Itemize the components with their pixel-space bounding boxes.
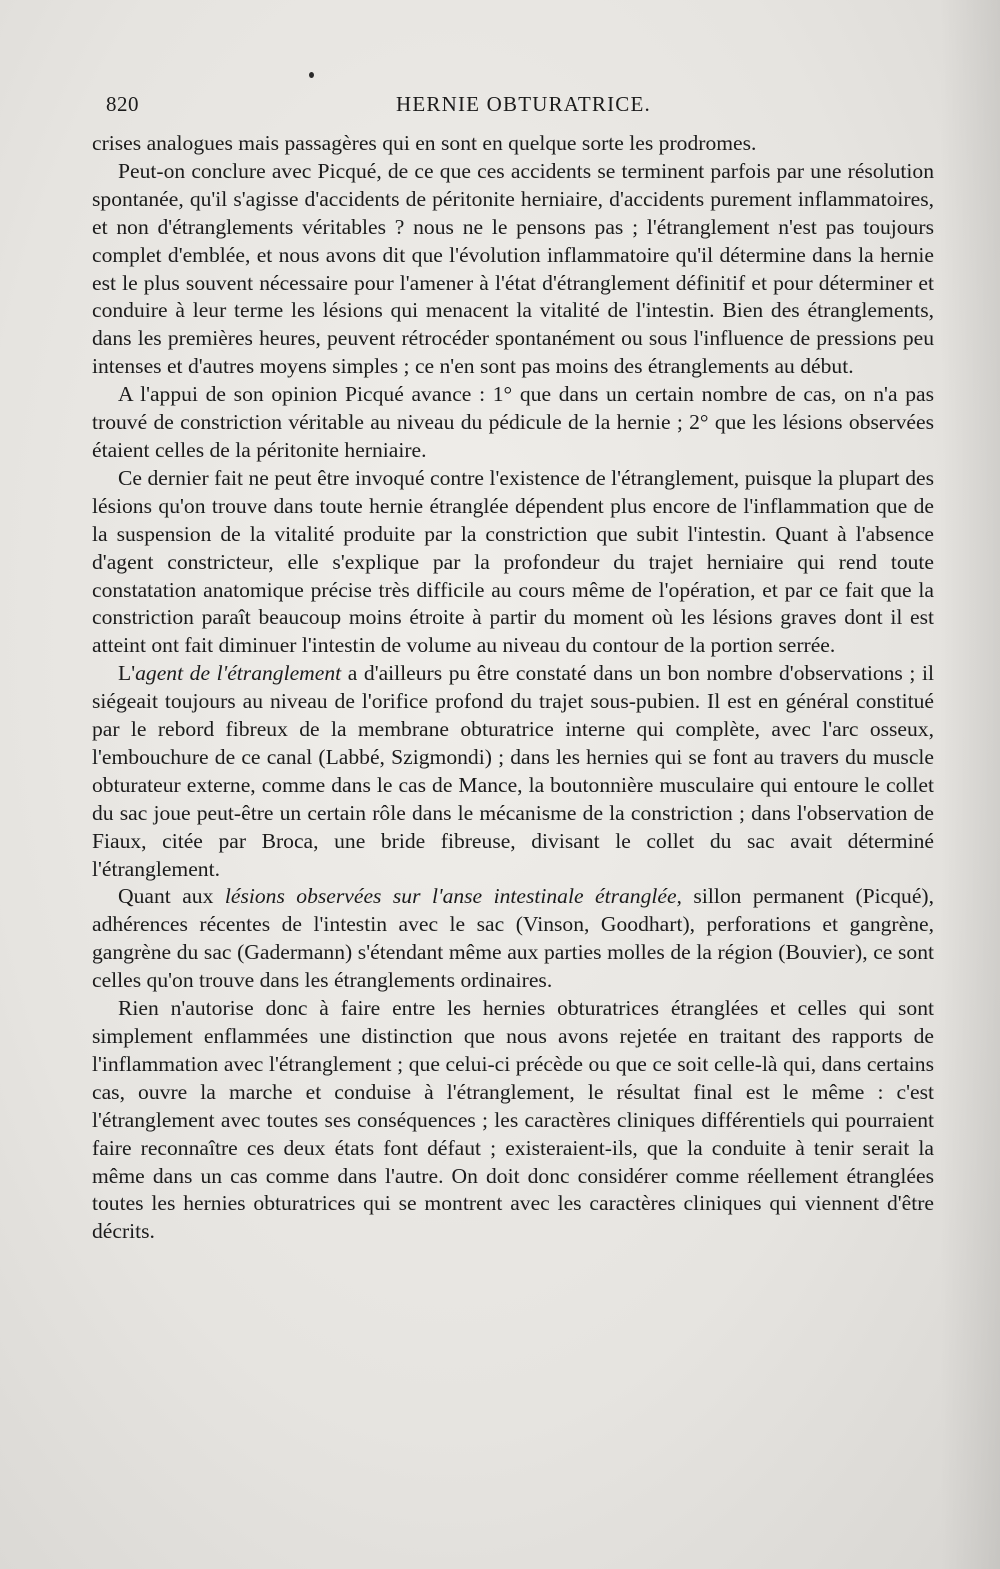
paragraph-6-italic: lésions observées sur l'anse intestinale étranglée,	[224, 884, 682, 909]
paragraph-1: crises analogues mais passagères qui en sont en quelque sorte les prodromes.	[92, 131, 757, 155]
page-number: 820	[106, 92, 139, 116]
body-text	[92, 130, 934, 1246]
paragraph-5-italic: agent de l'étranglement	[135, 661, 342, 686]
paragraph-6-lead: Quant aux	[118, 884, 225, 909]
paragraph-3: A l'appui de son opinion Picqué avance : 1° que dans un certain nombre de cas, on n'a pas trouvé de constriction véritable au niveau du pédicule de la hernie ; 2° que les lésions observées étaient celles de la péritonite herniaire.	[92, 382, 934, 462]
paragraph-7: Rien n'autorise donc à faire entre les hernies obturatrices étranglées et celles qui sont simplement enflammées une distinction que nous avons rejetée en traitant des rapports de l'inflammation avec l'étranglement ; que celui-ci précède ou que ce soit celle-là qui, dans certains cas, ouvre la marche et conduise à l'étranglement, le résultat final est le même : c'est l'étranglement avec toutes ses conséquences ; les caractères cliniques différentiels qui pourraient faire reconnaître ces deux états font défaut ; existeraient-ils, que la conduite à tenir serait la même dans un cas comme dans l'autre. On doit donc considérer comme réellement étranglées toutes les hernies obturatrices qui se montrent avec les caractères cliniques qui viennent d'être décrits.	[92, 996, 934, 1244]
paragraph-5-lead: L'	[118, 661, 136, 686]
paragraph-5-rest: a d'ailleurs pu être constaté dans un bon nombre d'observations ; il siégeait toujours au niveau de l'orifice profond du trajet sous-pubien. Il est en général constitué par le rebord fibreux de la membrane obturatrice interne qui complète, avec l'arc osseux, l'embouchure de ce canal (Labbé, Szigmondi) ; dans les hernies qui se font au travers du muscle obturateur externe, comme dans le cas de Mance, la boutonnière musculaire qui entoure le collet du sac joue peut-être un certain rôle dans le mécanisme de la constriction ; dans l'observation de Fiaux, citée par Broca, une bride fibreuse, divisant le collet du sac avait déterminé l'étranglement.	[92, 661, 934, 881]
paragraph-6-rest: sillon permanent (Picqué), adhérences récentes de l'intestin avec le sac (Vinson, Goodhart), perforations et gangrène, gangrène du sac (Gadermann) s'étendant même aux parties molles de la région (Bouvier), ce sont celles qu'on trouve dans les étranglements ordinaires.	[92, 884, 935, 993]
page-header	[106, 92, 944, 122]
paragraph-2: Peut-on conclure avec Picqué, de ce que ces accidents se terminent parfois par une résolution spontanée, qu'il s'agisse d'accidents de péritonite herniaire, d'accidents purement inflammatoires, et non d'étranglements véritables ? nous ne le pensons pas ; l'étranglement n'est pas toujours complet d'emblée, et nous avons dit que l'évolution inflammatoire qu'il détermine dans la hernie est le plus souvent nécessaire pour l'amener à l'état d'étranglement définitif et pour déterminer et conduire à leur terme les lésions qui menacent la vitalité de l'intestin. Bien des étranglements, dans les premières heures, peuvent rétrocéder spontanément ou sous l'influence de pressions peu intenses et d'autres moyens simples ; ce n'en sont pas moins des étranglements au début.	[92, 158, 934, 379]
paragraph-6	[92, 883, 934, 995]
running-head: HERNIE OBTURATRICE.	[396, 92, 651, 116]
paragraph-4: Ce dernier fait ne peut être invoqué contre l'existence de l'étranglement, puisque la plupart des lésions qu'on trouve dans toute hernie étranglée dépendent plus encore de l'inflammation que de la suspension de la vitalité produite par la constriction que subit l'intestin. Quant à l'absence d'agent constricteur, elle s'explique par la profondeur du trajet herniaire qui rend toute constatation anatomique précise très difficile au cours même de l'opération, et par ce fait que la constriction paraît beaucoup moins étroite à partir du moment où les lésions graves dont il est atteint ont fait diminuer l'intestin de volume au niveau du contour de la portion serrée.	[92, 465, 934, 658]
ink-speck	[309, 72, 314, 78]
page-edge-shadow	[940, 0, 1000, 1569]
paragraph-5	[92, 660, 934, 883]
